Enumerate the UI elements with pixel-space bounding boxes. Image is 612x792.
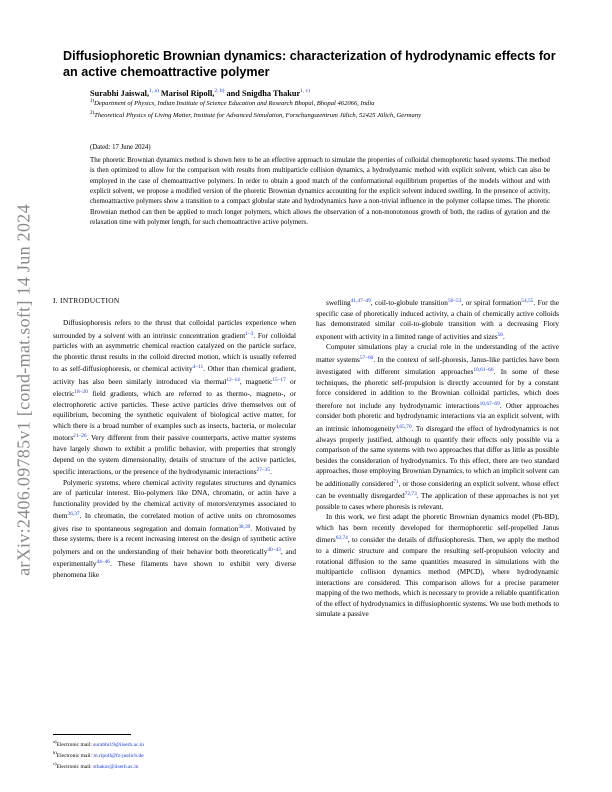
section-heading: I. INTRODUCTION [53, 296, 120, 305]
text-run: . Other than chemical gradient, activity has also been similarly introduced via thermal [53, 365, 296, 386]
affiliation-text: Department of Physics, Indian Institute of Science Education and Research Bhopal, Bhopal 462066, India [94, 100, 375, 108]
author-affil-marker[interactable]: 1, a) [149, 88, 159, 94]
abstract: The phoretic Brownian dynamics method is shown here to be an effective approach to simulate the properties of colloidal chemophoretic based systems. The method is then optimized to allow for the comparison with results from multiparticle collision dynamics, a hydrodynamic method with explicit solvent, which can also be employed in the case of chemoattractive polymers. In order to obtain a good match of the conformational equilibrium properties of the models without and with explicit solvent, we propose a modified version of the phoretic Brownian dynamics accounting for the explicit solvent induced swelling. In the presence of activity, chemoattractive polymers show a transition to a compact globular state and hydrodynamics have a non-trivial influence in the polymer collapse times. The phoretic Brownian method can then be applied to much longer polymers, which allows the observation of a non-monotonous growth of both, the radius of gyration and the relaxation time with polymer length, for such chemoattractive active polymers. [90, 157, 550, 227]
affiliations [90, 97, 550, 121]
footnote-label: Electronic mail: [56, 752, 94, 759]
footnote-marker: b) [53, 750, 57, 756]
citation-link[interactable]: 21–26 [73, 433, 87, 440]
text-run: . Other approaches consider both phoretic and hydrodynamic interactions via an explicit solvent, with an intrinsic inhomogeneity [316, 401, 559, 434]
footnote [53, 749, 296, 760]
text-run: . The application of these approaches is not yet possible to cases where phoresis is relevant. [316, 492, 560, 511]
citation-link[interactable]: 27–35 [256, 467, 271, 474]
footnote-label: Electronic mail: [56, 741, 94, 748]
citation-link[interactable]: 50–53 [447, 298, 462, 304]
citation-link[interactable]: 57–60 [359, 354, 374, 361]
text-run: . Very different from their passive counterparts, active matter systems have largely shown to exhibit a prolific behavior, with properties that strongly depend on the system dimensionality, details of structure of the active particles, specific interactions, or the presence of the hydrodynamic interactions [53, 434, 296, 477]
text-run: . [270, 468, 272, 477]
footnote-marker: c) [53, 761, 57, 767]
author-affil-marker[interactable]: 2, b) [214, 88, 225, 94]
paper-title: Diffusiophoretic Brownian dynamics: characterization of hydrodynamic effects for an active chemoattractive polymer [63, 49, 556, 79]
footnote-rule [53, 734, 131, 735]
arxiv-stamp [4, 180, 44, 600]
text-run: , or those considering an explicit solvent, whose effect can be eventually disregarded [316, 479, 559, 501]
text-run: . For colloidal particles with an asymmetric chemical reaction catalyzed on the particle surface, the phoretic thrust results in the colloid directed motion, which is usually referred to as self-diffusiophoresis, or chemical activity [53, 331, 296, 374]
citation-link[interactable]: 40–43 [267, 546, 281, 553]
citation-link[interactable]: 38,39 [238, 523, 251, 530]
affiliation-marker: 2) [90, 111, 95, 117]
affiliation [90, 109, 550, 121]
affiliation-text: Theoretical Physics of Living Matter, Institute for Advanced Simulation, Forschungszentrum Jülich, 52425 Jülich, Germany [94, 112, 422, 120]
citation-link[interactable]: 4,65,70 [395, 424, 412, 431]
citation-link[interactable]: 63,74 [335, 535, 348, 542]
citation-link[interactable]: 15–17 [272, 376, 286, 383]
text-run: . In some of these techniques, the phoretic self-propulsion is directly accounted for by a constant force considered in addition to the Brownian colloidal particles, which does therefore not include any hydrodynamic interactions [316, 368, 559, 410]
citation-link[interactable]: 41,47–49 [350, 298, 371, 304]
paragraph [316, 512, 559, 619]
email-link[interactable]: sthakur@iiserb.ac.in [93, 763, 139, 770]
text-run: or electric [53, 377, 296, 399]
citation-link[interactable]: 56 [497, 331, 503, 338]
text-run: , and experimentally [53, 547, 297, 569]
citation-link[interactable]: 1–3 [245, 330, 254, 337]
text-run: field gradients, which are referred to as thermo-, magneto-, or electrophoretic active particles. These active particles drive themselves out of equilibrium, becoming the synthetic equivalent of biological active matter, for which there is a broad number of examples such as insects, bacteria, or molecular motors [53, 390, 296, 443]
citation-link[interactable]: 10,61–66 [473, 367, 494, 374]
text-run: . In the context of self-phoresis, Janus-like particles have been investigated with different simulation approaches [316, 355, 559, 377]
footnote-marker: a) [53, 739, 57, 744]
text-run: . Motivated by these systems, there is a recent increasing interest on the design of synthetic active polymers and on the understanding of their behavior both theoretically [53, 524, 296, 556]
citation-link[interactable]: 18–20 [74, 389, 88, 396]
text-run: Diffusiophoresis refers to the thrust that colloidal particles experience when surrounded by a solvent with an intrinsic concentration gradient [53, 319, 296, 340]
author-name: and Snigdha Thakur [224, 88, 301, 98]
citation-link[interactable]: 44–46 [96, 559, 110, 566]
citation-link[interactable]: 36,37 [67, 511, 80, 518]
citation-link[interactable]: 12–14 [226, 376, 240, 383]
text-run: . In chromatin, the correlated motion of active units on chromosomes gives rise to spontaneous segregation and domain formation [53, 512, 296, 533]
body-column-left [53, 318, 296, 581]
citation-link[interactable]: 71 [393, 478, 399, 485]
citation-link[interactable]: 4–11 [192, 364, 204, 371]
paragraph [53, 318, 296, 478]
citation-link[interactable]: 10,67–69 [479, 400, 500, 407]
affiliation [90, 97, 550, 109]
text-run: swelling [326, 299, 351, 307]
author-name: Marisol Ripoll, [158, 88, 215, 98]
text-run: , magnetic [239, 377, 273, 386]
citation-link[interactable]: 72,73 [404, 491, 417, 498]
email-link[interactable]: surabhi19@iiserb.ac.in [93, 741, 145, 748]
paragraph [316, 342, 559, 512]
arxiv-stamp-text: arXiv:2406.09785v1 [cond-mat.soft] 14 Jun 2024 [13, 204, 34, 576]
affiliation-marker: 1) [90, 99, 95, 104]
date-line: (Dated: 17 June 2024) [90, 144, 151, 151]
paragraph [53, 478, 296, 581]
footnotes [53, 738, 296, 771]
footnote [53, 760, 296, 771]
text-run: , to consider the details of diffusiophoresis. Then, we apply the method to a dimeric structure and compare the resulting self-propulsion velocity and rotational diffusion to the same quantities measured in simulations with the multiparticle collision dynamics method (MPCD), where hydrodynamic interactions are considered. This comparison allows for a precise parameter mapping of the two methods, which is necessary to provide a reliable quantification of the effect of hydrodynamics in diffusiophoretic systems. We use both methods to simulate a passive [316, 536, 560, 619]
text-run: , coil-to-globule transition [370, 299, 448, 307]
email-link[interactable]: m.ripoll@fz-juelich.de [93, 752, 144, 759]
text-run: . To disregard the effect of hydrodynamics is not always properly justified, although to quantify their effects only possible via a comparison of the same systems with two approaches that differ as little as possible besides the consideration of hydrodynamics. To this effect, there are two standard approaches, those employing Brownian Dynamics, to which an implicit solvent can be additionally considered [316, 425, 559, 488]
text-run: . These filaments have shown to exhibit very diverse phenomena like [53, 560, 296, 580]
author-affil-marker[interactable]: 1, c) [300, 88, 310, 94]
text-run: . [503, 332, 505, 341]
text-run: In this work, we first adapt the phoretic Brownian dynamics model (Ph-BD), which has been recently developed for thermophoretic self-propelled Janus dimers [316, 513, 559, 545]
text-run: Polymeric systems, where chemical activity regulates structures and dynamics are of particular interest. Bio-polymers like DNA, chromatin, or actin have a functionality provided by the chemical activity of motors/enzymes associated to them [53, 478, 296, 521]
text-run: . For the specific case of phoretically induced activity, a chain of chemically active colloids has demonstrated similar coil-to-globule transition with a decreasing Flory exponent with activity in a limited range of activities and sizes [316, 299, 559, 341]
footnote [53, 738, 296, 749]
text-run: Computer simulations play a crucial role in the understanding of the active matter systems [316, 343, 559, 364]
text-run: , or spiral formation [461, 299, 522, 307]
author-name: Surabhi Jaiswal, [90, 88, 150, 98]
citation-link[interactable]: 54,55 [521, 298, 534, 304]
footnote-label: Electronic mail: [56, 763, 94, 770]
paragraph [316, 296, 559, 342]
body-column-right [316, 296, 559, 620]
